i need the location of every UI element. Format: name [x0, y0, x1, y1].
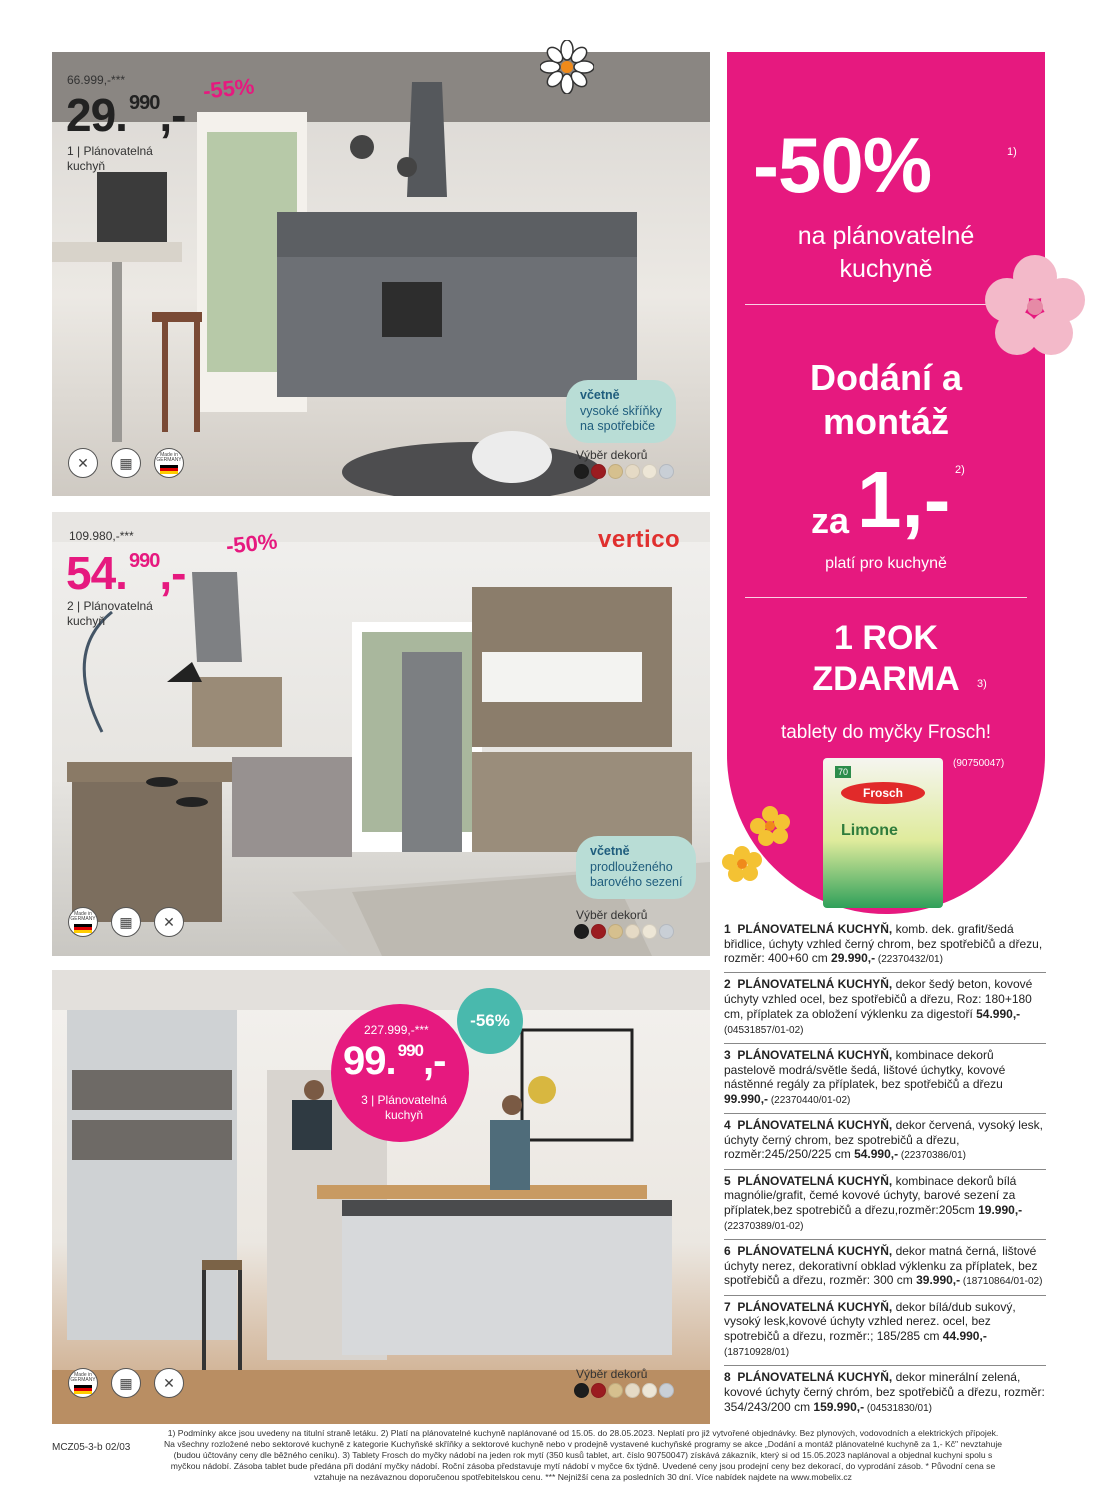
flower-icon — [722, 798, 812, 888]
spec-item: 6 PLÁNOVATELNÁ KUCHYŇ, dekor matná černá, lištové úchyty nerez, dekorativní obklad výklenku za příplatek, bez spotřebičů a dřezu, rozměr: 300 cm 39.990,- (18710864/01-02) — [724, 1240, 1046, 1295]
swatch[interactable] — [642, 924, 657, 939]
decor-swatches-2 — [574, 924, 674, 939]
tools-icon: ✕ — [154, 1368, 184, 1398]
swatch[interactable] — [574, 924, 589, 939]
promo-divider — [745, 597, 1027, 598]
old-price-2: 109.980,-*** — [69, 529, 134, 543]
year-free-note: 3) — [977, 678, 987, 690]
vertico-logo: vertico — [598, 526, 681, 553]
swatch[interactable] — [591, 924, 606, 939]
promo-subtitle: na plánovatelné kuchyně — [797, 222, 975, 283]
spec-item: 2 PLÁNOVATELNÁ KUCHYŇ, dekor šedý beton, kovové úchyty vzhled ocel, bez spotřebičů a dřezu, Roz: 180+180 cm, příplatek za obložení výklenku za digestoří 54.990,- (04531857/01-02) — [724, 973, 1046, 1044]
item-label-3: 3 | Plánovatelná kuchyň — [361, 1093, 447, 1122]
delivery-price: 1,- — [857, 455, 951, 544]
swatch[interactable] — [659, 924, 674, 939]
old-price-3: 227.999,-*** — [364, 1023, 429, 1037]
frosch-pack — [823, 758, 943, 908]
made-in-germany-icon: Made in GERMANY — [154, 448, 184, 478]
promo-discount-note: 1) — [1007, 146, 1017, 158]
included-bubble-2: včetně prodlouženého barového sezení — [576, 836, 696, 899]
swatch[interactable] — [625, 464, 640, 479]
product-specs-list — [724, 918, 1046, 1421]
pack-name: Limone — [841, 822, 898, 839]
tablets-text: tablety do myčky Frosch! — [780, 722, 992, 743]
swatch[interactable] — [625, 924, 640, 939]
promo-discount: -50% — [753, 121, 932, 209]
measure-icon: ▦ — [111, 1368, 141, 1398]
page-code: MCZ05-3-b 02/03 — [52, 1442, 131, 1453]
spec-item: 1 PLÁNOVATELNÁ KUCHYŇ, komb. dek. grafit/šedá břidlice, úchyty vzhled černý chrom, bez spotřebičů a dřezu, rozměr: 400+60 cm 29.990,- (22370432/01) — [724, 918, 1046, 973]
decor-label-1: Výběr dekorů — [576, 448, 648, 462]
sale-price-1: 29. $^{990}$,- — [66, 89, 186, 141]
swatch[interactable] — [659, 1383, 674, 1398]
swatch[interactable] — [642, 464, 657, 479]
swatch[interactable] — [574, 464, 589, 479]
spec-item: 5 PLÁNOVATELNÁ KUCHYŇ, kombinace dekorů bílá magnólie/grafit, čemé kovové úchyty, barové sezení za příplatek,bez spotrebičů a dřezu,rozměr:205cm 19.990,- (22370389/01-02) — [724, 1170, 1046, 1241]
swatch[interactable] — [591, 464, 606, 479]
sale-price-2: 54. $^{990}$,- — [66, 547, 186, 599]
swatch[interactable] — [608, 924, 623, 939]
swatch[interactable] — [591, 1383, 606, 1398]
swatch[interactable] — [659, 464, 674, 479]
spec-item: 3 PLÁNOVATELNÁ KUCHYŇ, kombinace dekorů pastelově modrá/světle šedá, lištové úchytky, kovové nástěnné regály za příplatek, bez spotřebičů a dřezu 99.990,- (22370440/01-02) — [724, 1044, 1046, 1114]
spec-item: 4 PLÁNOVATELNÁ KUCHYŇ, dekor červená, vysoký lesk, úchyty černý chrom, bez spotrebičů a dřezu, rozměr:245/250/225 cm 54.990,- (22370386/01) — [724, 1114, 1046, 1169]
pack-count: 70 — [835, 766, 851, 778]
item-label-2: 2 | Plánovatelná kuchyň — [67, 599, 153, 628]
decor-label-2: Výběr dekorů — [576, 908, 648, 922]
made-in-germany-icon: Made in GERMANY — [68, 907, 98, 937]
delivery-note: 2) — [955, 464, 965, 476]
decor-swatches-1 — [574, 464, 674, 479]
spec-item: 8 PLÁNOVATELNÁ KUCHYŇ, dekor minerální zelená, kovové úchyty černý chróm, bez spotřebičů a dřezu, rozměr: 354/243/200 cm 159.990,- (04531830/01) — [724, 1370, 1045, 1414]
flower-icon — [985, 255, 1085, 355]
flower-icon — [540, 40, 594, 94]
discount-badge-2: -50% — [224, 528, 279, 559]
promo-column — [727, 52, 1045, 914]
sale-price-3: 99. $^{990}$,- — [343, 1039, 446, 1083]
swatch[interactable] — [642, 1383, 657, 1398]
year-free-title: 1 ROK ZDARMA — [812, 619, 960, 698]
included-bubble-1: včetně vysoké skříňky na spotřebiče — [566, 380, 676, 443]
tablets-code: (90750047) — [953, 758, 1005, 769]
discount-badge-3: -56% — [457, 988, 523, 1054]
tools-icon: ✕ — [154, 907, 184, 937]
pack-brand: Frosch — [841, 782, 925, 804]
swatch[interactable] — [608, 1383, 623, 1398]
old-price-1: 66.999,-*** — [67, 73, 126, 87]
tools-icon: ✕ — [68, 448, 98, 478]
swatch[interactable] — [574, 1383, 589, 1398]
swatch[interactable] — [608, 464, 623, 479]
delivery-title: Dodání a montáž — [809, 357, 962, 442]
swatch[interactable] — [625, 1383, 640, 1398]
footnote: 1) Podmínky akce jsou uvedeny na titulní straně letáku. 2) Platí na plánovatelné kuchyně naplánované od 15.05. do 28.05.2023. Neplatí pro již vytvořené objednávky. Bez plynových, vodovodních a elektrických přípojek. Na všechny rozložené nebo sektorové kuchyně z kategorie Kuchyňské skříňky a sektorové kuchyně nebo v prodejně vystavené kuchyňské programy se akce „Dodání a montáž plánovatelné kuchyně za 1,- Kč" nevztahuje (budou účtovány ceny dle běžného ceníku). 3) Tablety Frosch do myčky nádobí na jeden rok mytí (350 kusů tablet, art. číslo 90750047) získává zákazník, který si od 15.05.2023 naplánoval a objednal kuchyni spolu s myčkou nádobí. Zásoba tablet bude předána při dodání myčky nádobí. Roční zásoba představuje mytí nádobí v myčce 6x týdně. Uvedené ceny jsou prodejní ceny bez dekorací, do vyprodání zásob. * Původní cena se vztahuje na nezávaznou doporučenou spotřebitelskou cenu. *** Nejnižší cena za posledních 30 dní. Více nabídek najdete na www.mobelix.cz — [163, 1428, 1003, 1482]
delivery-za: za — [811, 500, 850, 541]
spec-item: 7 PLÁNOVATELNÁ KUCHYŇ, dekor bílá/dub sukový, vysoký lesk,kovové úchyty vzhled nerez. ocel, bez spotrebičů a dřezu, rozměr:; 185/285 cm 44.990,- (18710928/01) — [724, 1296, 1046, 1367]
delivery-applies: platí pro kuchyně — [825, 555, 947, 572]
decor-swatches-3 — [574, 1383, 674, 1398]
made-in-germany-icon: Made in GERMANY — [68, 1368, 98, 1398]
discount-badge-1: -55% — [201, 73, 256, 104]
decor-label-3: Výběr dekorů — [576, 1367, 648, 1381]
measure-icon: ▦ — [111, 907, 141, 937]
item-label-1: 1 | Plánovatelná kuchyň — [67, 144, 153, 173]
measure-icon: ▦ — [111, 448, 141, 478]
